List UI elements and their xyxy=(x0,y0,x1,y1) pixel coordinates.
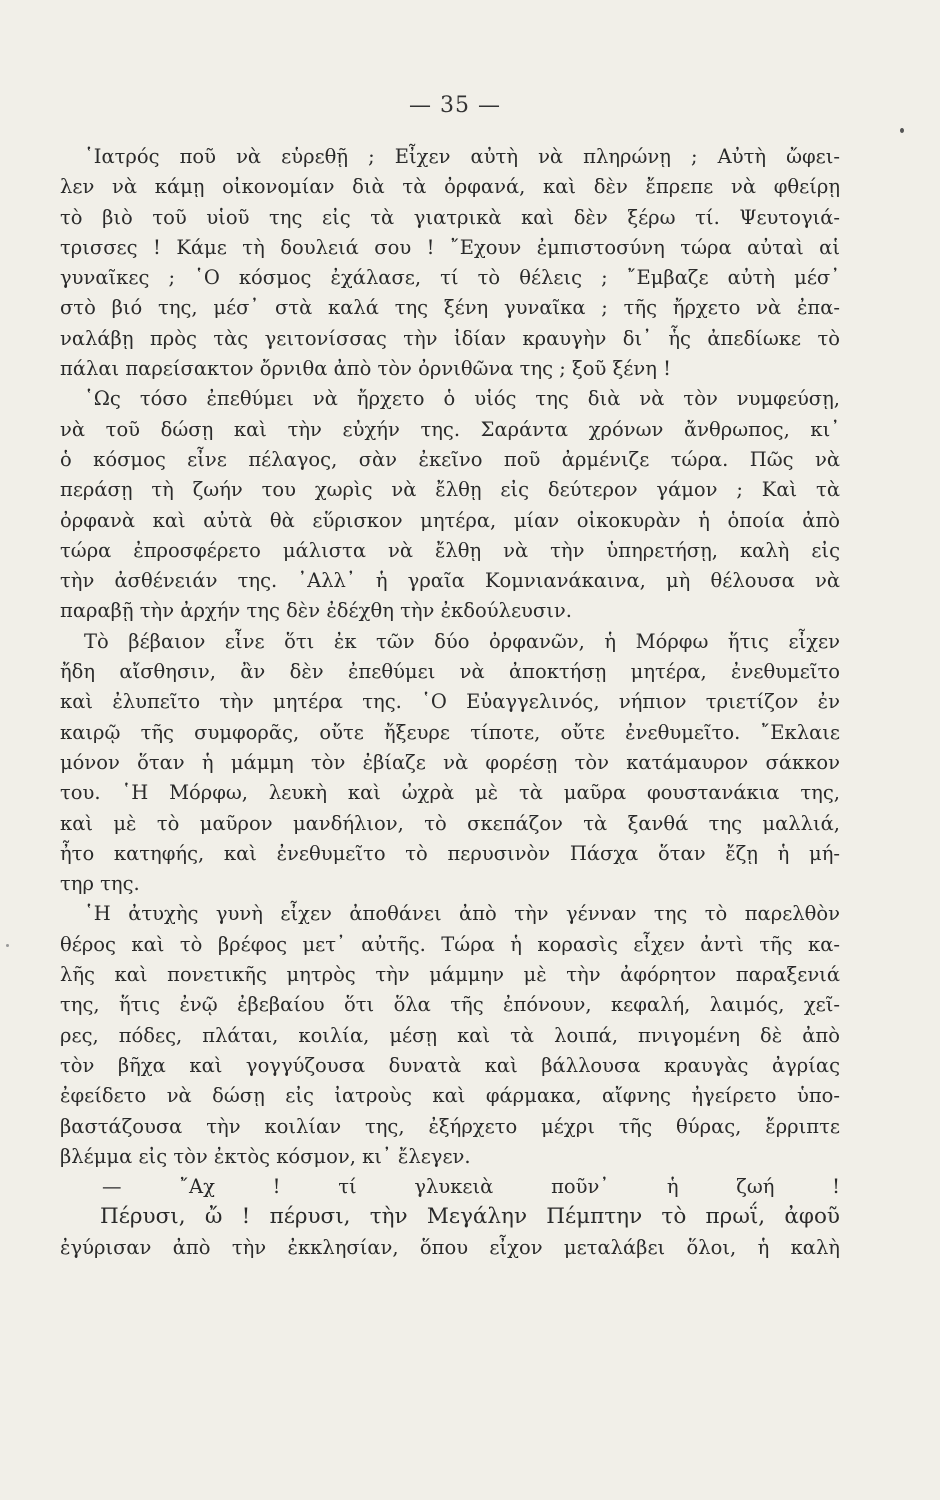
text-line: ῾Η ἀτυχὴς γυνὴ εἶχεν ἀποθάνει ἀπὸ τὴν γένναν της τὸ παρελθὸν xyxy=(84,902,840,926)
text-line: περάσῃ τὴ ζωήν του χωρὶς νὰ ἔλθῃ εἰς δεύτερον γάμον ; Καὶ τὰ xyxy=(60,478,840,502)
text-line: του. ῾Η Μόρφω, λευκὴ καὶ ὠχρὰ μὲ τὰ μαῦρα φουστανάκια της, xyxy=(60,781,840,805)
text-line: ῾Ως τόσο ἐπεθύμει νὰ ἤρχετο ὁ υἱός της διὰ νὰ τὸν νυμφεύσῃ, xyxy=(84,387,840,411)
text-line: ἐφείδετο νὰ δώσῃ εἰς ἰατροὺς καὶ φάρμακα, αἴφνης ἠγείρετο ὑπο- xyxy=(60,1084,840,1108)
text-line: στὸ βιό της, μέσ᾽ στὰ καλά της ξένη γυναῖκα ; τῆς ἤρχετο νὰ ἐπα- xyxy=(60,296,840,320)
text-line: βλέμμα εἰς τὸν ἐκτὸς κόσμον, κι᾽ ἔλεγεν. xyxy=(60,1144,471,1168)
text-line: Τὸ βέβαιον εἶνε ὅτι ἐκ τῶν δύο ὀρφανῶν, ἡ Μόρφω ἥτις εἶχεν xyxy=(84,629,840,653)
text-line: λῆς καὶ πονετικῆς μητρὸς τὴν μάμμην μὲ τὴν ἀφόρητον παραξενιά xyxy=(60,963,840,987)
text-line: νὰ τοῦ δώσῃ καὶ τὴν εὐχήν της. Σαράντα χρόνων ἄνθρωπος, κι᾽ xyxy=(60,417,840,441)
text-line: καιρῷ τῆς συμφορᾶς, οὔτε ἤξευρε τίποτε, οὔτε ἐνεθυμεῖτο. ῎Εκλαιε xyxy=(60,720,840,744)
body-text xyxy=(60,142,840,1263)
text-line: ἐγύρισαν ἀπὸ τὴν ἐκκλησίαν, ὅπου εἶχον μεταλάβει ὅλοι, ἡ καλὴ xyxy=(60,1235,840,1259)
text-line: πάλαι παρείσακτον ὄρνιθα ἀπὸ τὸν ὀρνιθῶνα της ; ξοῦ ξένη ! xyxy=(60,357,671,381)
text-line: θέρος καὶ τὸ βρέφος μετ᾽ αὐτῆς. Τώρα ἡ κορασὶς εἶχεν ἀντὶ τῆς κα- xyxy=(60,932,840,956)
text-line: ναλάβῃ πρὸς τὰς γειτονίσσας τὴν ἰδίαν κραυγὴν δι᾽ ἧς ἀπεδίωκε τὸ xyxy=(60,326,840,350)
text-line: μόνον ὅταν ἡ μάμμη τὸν ἐβίαζε νὰ φορέσῃ τὸν κατάμαυρον σάκκον xyxy=(60,750,840,774)
text-line: τὸν βῆχα καὶ γογγύζουσα δυνατὰ καὶ βάλλουσα κραυγὰς ἀγρίας xyxy=(60,1053,840,1077)
text-line: ρες, πόδες, πλάται, κοιλία, μέσῃ καὶ τὰ λοιπά, πνιγομένη δὲ ἀπὸ xyxy=(60,1023,840,1047)
text-line: τώρα ἐπροσφέρετο μάλιστα νὰ ἔλθῃ νὰ τὴν ὑπηρετήσῃ, καλὴ εἰς xyxy=(60,538,840,562)
ink-speck xyxy=(6,944,9,947)
text-line: ἤδη αἴσθησιν, ἂν δὲν ἐπεθύμει νὰ ἀποκτήσῃ μητέρα, ἐνεθυμεῖτο xyxy=(60,660,840,684)
text-line: γυναῖκες ; ῾Ο κόσμος ἐχάλασε, τί τὸ θέλεις ; ῎Εμβαζε αὐτὴ μέσ᾽ xyxy=(60,266,840,290)
text-line: τρισσες ! Κάμε τὴ δουλειά σου ! ῎Εχουν ἐμπιστοσύνη τώρα αὐταὶ αἱ xyxy=(60,235,840,259)
text-line: ῾Ιατρός ποῦ νὰ εὑρεθῇ ; Εἶχεν αὐτὴ νὰ πληρώνῃ ; Αὐτὴ ὤφει- xyxy=(84,145,840,168)
text-line: τὴν ἀσθένειάν της. ᾽Αλλ᾽ ἡ γραῖα Κομνιανάκαινα, μὴ θέλουσα νὰ xyxy=(60,569,840,593)
text-line: παραβῇ τὴν ἀρχήν της δὲν ἐδέχθη τὴν ἐκδούλευσιν. xyxy=(60,599,572,623)
text-line: ὀρφανὰ καὶ αὐτὰ θὰ εὕρισκον μητέρα, μίαν οἰκοκυρὰν ἡ ὁποία ἀπὸ xyxy=(60,508,840,532)
text-line: καὶ μὲ τὸ μαῦρον μανδήλιον, τὸ σκεπάζον τὰ ξανθά της μαλλιά, xyxy=(60,811,840,835)
text-line: Πέρυσι, ὤ ! πέρυσι, τὴν Μεγάλην Πέμπτην τὸ πρωΐ, ἀφοῦ xyxy=(100,1204,840,1230)
page-number: — 35 — xyxy=(409,93,501,118)
text-line: της, ἥτις ἐνῷ ἐβεβαίου ὅτι ὅλα τῆς ἐπόνουν, κεφαλή, λαιμός, χεῖ- xyxy=(60,993,840,1017)
text-line: βαστάζουσα τὴν κοιλίαν της, ἐξήρχετο μέχρι τῆς θύρας, ἔρριπτε xyxy=(60,1114,840,1138)
text-line: ὁ κόσμος εἶνε πέλαγος, σὰν ἐκεῖνο ποῦ ἀρμένιζε τώρα. Πῶς νὰ xyxy=(60,447,840,471)
text-line: λεν νὰ κάμῃ οἰκονομίαν διὰ τὰ ὀρφανά, καὶ δὲν ἔπρεπε νὰ φθείρῃ xyxy=(60,175,840,199)
text-line: τὸ βιὸ τοῦ υἱοῦ της εἰς τὰ γιατρικὰ καὶ δὲν ξέρω τί. Ψευτογιά- xyxy=(60,205,840,229)
text-line: — ῎Αχ ! τί γλυκειὰ ποῦν᾽ ἡ ζωή ! xyxy=(102,1175,840,1199)
text-line: τηρ της. xyxy=(60,872,140,896)
ink-speck xyxy=(900,128,904,133)
text-line: ἦτο κατηφής, καὶ ἐνεθυμεῖτο τὸ περυσινὸν Πάσχα ὅταν ἔζῃ ἡ μή- xyxy=(60,841,840,865)
text-line: καὶ ἐλυπεῖτο τὴν μητέρα της. ῾Ο Εὐαγγελινός, νήπιον τριετίζον ἐν xyxy=(60,690,840,714)
